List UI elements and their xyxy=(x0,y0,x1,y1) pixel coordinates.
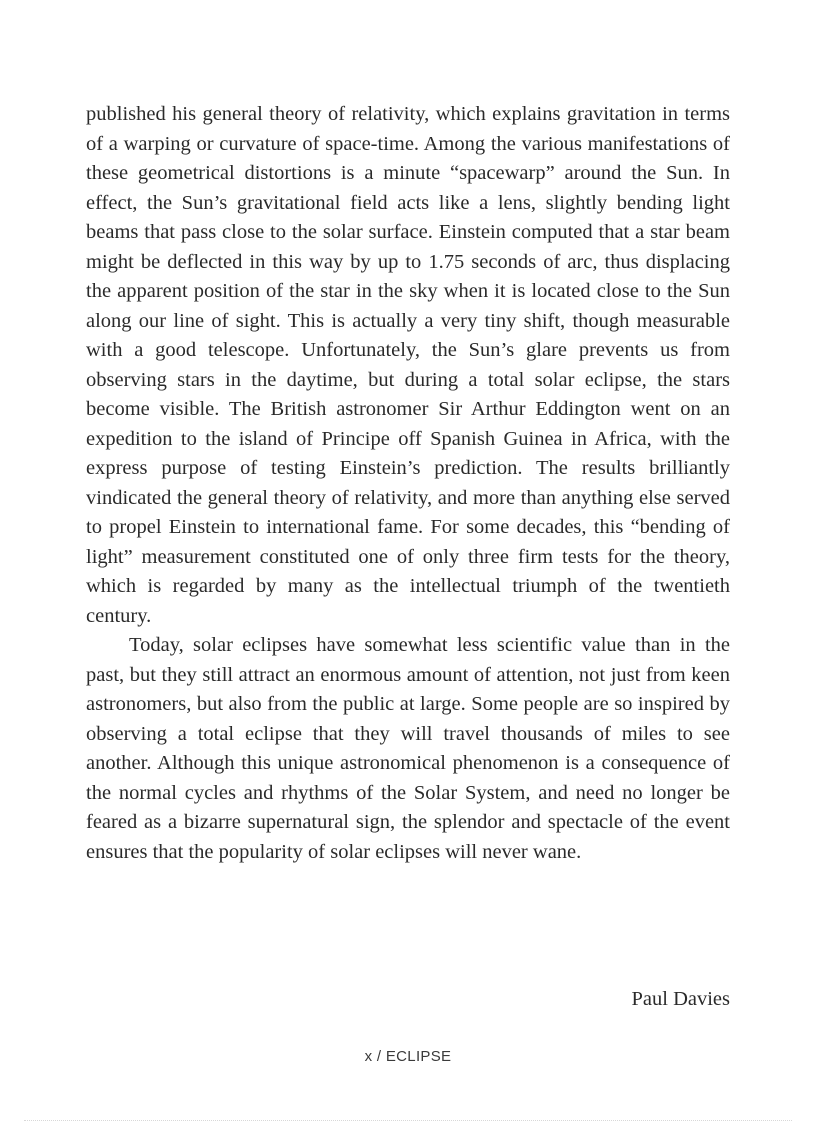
page-footer: x / ECLIPSE xyxy=(364,1048,452,1065)
paragraph-eclipses-today: Today, solar eclipses have somewhat less scientific value than in the past, but they still attract an enormous amount of attention, not just from keen astronomers, but also from the public at large. Some people are so inspired by observing a total eclipse that they will travel thousands of miles to see another. Although this unique astronomical phenomenon is a consequence of the normal cycles and rhythms of the Solar System, and need no longer be feared as a bizarre supernatural sign, the splendor and spectacle of the event ensures that the popularity of solar eclipses will never wane. xyxy=(86,634,730,863)
page-bottom-divider xyxy=(24,1120,792,1121)
body-text xyxy=(86,100,730,867)
author-signature: Paul Davies xyxy=(631,988,730,1010)
paragraph-relativity: published his general theory of relativity, which explains gravitation in terms of a warping or curvature of space-time. Among the various manifestations of these geometrical distortions is a minute “spacewarp” around the Sun. In effect, the Sun’s gravitational field acts like a lens, slightly bending light beams that pass close to the solar surface. Einstein computed that a star beam might be deflected in this way by up to 1.75 seconds of arc, thus displacing the apparent position of the star in the sky when it is located close to the Sun along our line of sight. This is actually a very tiny shift, though measurable with a good telescope. Unfortunately, the Sun’s glare prevents us from observing stars in the daytime, but during a total solar eclipse, the stars become visible. The British astronomer Sir Arthur Eddington went on an expedition to the island of Principe off Spanish Guinea in Africa, with the express purpose of testing Einstein’s prediction. The results brilliantly vindicated the general theory of relativity, and more than anything else served to propel Einstein to international fame. For some decades, this “bending of light” measurement constituted one of only three firm tests for the theory, which is regarded by many as the intellectual triumph of the twentieth century. xyxy=(86,103,730,627)
